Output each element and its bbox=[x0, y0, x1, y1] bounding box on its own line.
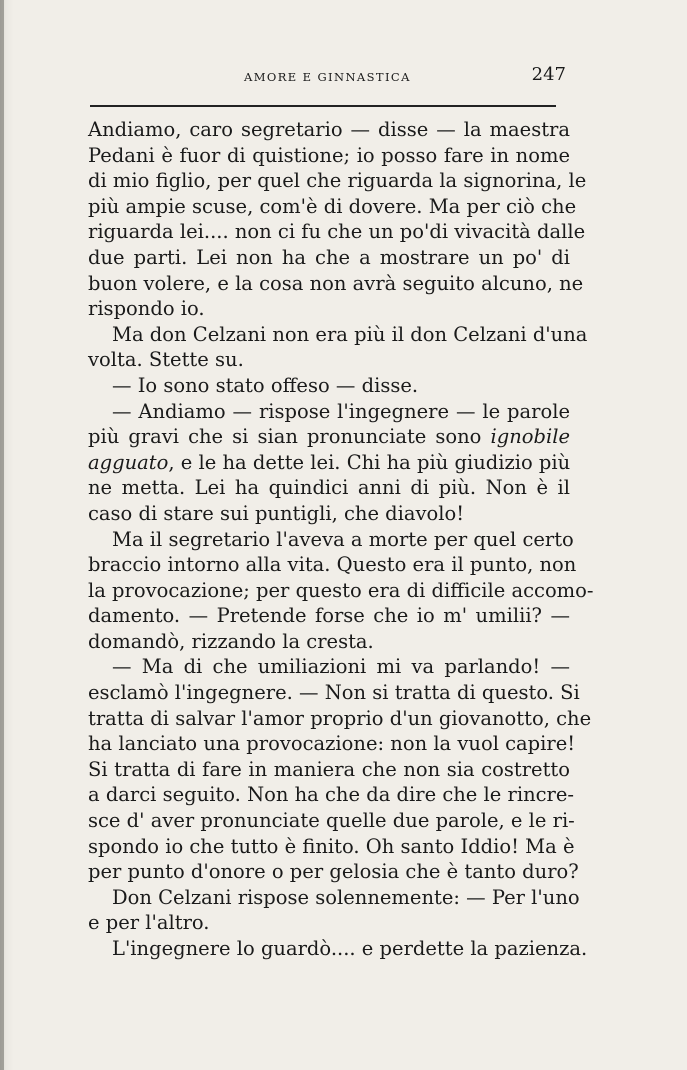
text-line: caso di stare sui puntigli, che diavolo! bbox=[88, 501, 465, 525]
page-number: 247 bbox=[531, 64, 566, 85]
text-line: a darci seguito. Non ha che da dire che le rincre- bbox=[88, 783, 574, 807]
text-line: Andiamo, caro segretario — disse — la maestra bbox=[88, 118, 570, 141]
italic-phrase: ignobile bbox=[490, 425, 570, 449]
text-line: Ma don Celzani non era più il don Celzani d'una bbox=[112, 322, 588, 346]
text-line: spondo io che tutto è finito. Oh santo Iddio! Ma è bbox=[88, 834, 575, 858]
text-line: tratta di salvar l'amor proprio d'un giovanotto, che bbox=[88, 706, 592, 730]
text-line: per punto d'onore o per gelosia che è tanto duro? bbox=[88, 860, 579, 884]
text-line: rispondo io. bbox=[88, 297, 205, 321]
text-line: braccio intorno alla vita. Questo era il punto, non bbox=[88, 553, 577, 577]
text-line: buon volere, e la cosa non avrà seguito alcuno, ne bbox=[88, 271, 584, 295]
italic-phrase: agguato bbox=[88, 450, 169, 474]
text-line: Si tratta di fare in maniera che non sia costretto bbox=[88, 757, 570, 781]
body-text bbox=[88, 117, 594, 962]
header-rule bbox=[90, 105, 556, 107]
text-line: agguato, e le ha dette lei. Chi ha più giudizio più bbox=[88, 450, 571, 474]
text-line: sce d' aver pronunciate quelle due parole, e le ri- bbox=[88, 809, 575, 833]
text-line: ne metta. Lei ha quindici anni di più. Non è il bbox=[88, 476, 570, 500]
text-line: più gravi che si sian pronunciate sono ignobile bbox=[88, 425, 570, 449]
text-line: più ampie scuse, com'è di dovere. Ma per ciò che bbox=[88, 194, 577, 218]
text-line: la provocazione; per questo era di difficile accomo- bbox=[88, 578, 594, 602]
text-line: due parti. Lei non ha che a mostrare un po' di bbox=[88, 245, 570, 269]
text-line: — Ma di che umiliazioni mi va parlando! — bbox=[112, 655, 570, 679]
running-title: AMORE E GINNASTICA bbox=[244, 70, 411, 84]
text-line: di mio figlio, per quel che riguarda la signorina, le bbox=[88, 169, 587, 193]
text-line: ha lanciato una provocazione: non la vuol capire! bbox=[88, 732, 576, 756]
text-line: — Io sono stato offeso — disse. bbox=[112, 373, 419, 397]
text-line: Ma il segretario l'aveva a morte per quel certo bbox=[112, 527, 574, 551]
text-line: Pedani è fuor di quistione; io posso fare in nome bbox=[88, 143, 570, 167]
text-line: domandò, rizzando la cresta. bbox=[88, 629, 374, 653]
text-line: Don Celzani rispose solennemente: — Per l'uno bbox=[112, 885, 580, 909]
text-line: damento. — Pretende forse che io m' umilii? — bbox=[88, 604, 570, 628]
text-line: e per l'altro. bbox=[88, 911, 210, 935]
text-line: L'ingegnere lo guardò.... e perdette la pazienza. bbox=[112, 937, 588, 960]
text-line: volta. Stette su. bbox=[88, 348, 244, 372]
page-edge-shadow bbox=[0, 0, 4, 1070]
page-header bbox=[88, 64, 566, 88]
text-line: riguarda lei.... non ci fu che un po'di vivacità dalle bbox=[88, 220, 586, 244]
text-line: — Andiamo — rispose l'ingegnere — le parole bbox=[112, 399, 570, 423]
text-line: esclamò l'ingegnere. — Non si tratta di questo. Si bbox=[88, 681, 580, 705]
